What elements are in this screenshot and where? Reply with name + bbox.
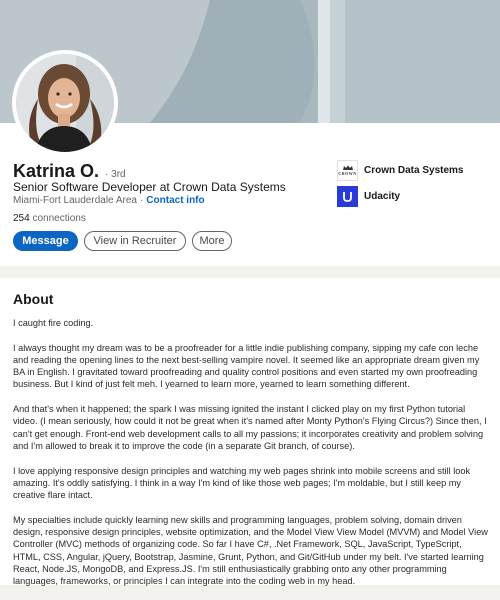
about-section xyxy=(0,278,500,585)
view-in-recruiter-button[interactable]: View in Recruiter xyxy=(84,231,186,251)
profile-top-card xyxy=(0,0,500,266)
about-paragraph: I always thought my dream was to be a proofreader for a little indie publishing company, sipping my cafe con leche and reading the opening lines to the next best-selling vampire novel. It seemed like an appropriate dream given my BA in English. I gravitated toward proofreading and quality control positions and even started my own proofreading business. But I kind of just felt meh. I yearned to learn more, yearned to learn something different. xyxy=(13,342,480,390)
connection-degree: · 3rd xyxy=(105,169,126,180)
crown-logo-text: CROWN xyxy=(338,171,357,176)
profile-location: Miami-Fort Lauderdale Area xyxy=(13,195,137,206)
company-crown-data-systems[interactable] xyxy=(337,160,463,181)
message-button[interactable]: Message xyxy=(13,231,78,251)
company-udacity[interactable] xyxy=(337,186,400,207)
udacity-logo-icon xyxy=(337,186,358,207)
connections-label: connections xyxy=(32,213,86,224)
profile-headline: Senior Software Developer at Crown Data Systems xyxy=(13,180,286,194)
company-name: Udacity xyxy=(364,191,401,202)
about-paragraph: My specialties include quickly learning new skills and programming languages, problem solving, domain driven design, responsive design principles, website optimization, and the Model View View Model (MVVM) and Model View Controller (MVC) methods of organizing code. So far I have C#, .Net Framework, SQL, JavaScript, TypeScript, HTML, CSS, Angular, jQuery, Bootstrap, Jasmine, Grunt, Python, and Git/GitHub under my belt. I've started learning React, Node.JS, MongoDB, and Express.JS. I'm still enthusiastically grabbing onto any other programming languages, frameworks, or principles I can integrate into the coding web in my head. xyxy=(13,514,488,587)
action-buttons xyxy=(13,231,232,251)
about-title: About xyxy=(13,291,54,307)
about-paragraph: And that's when it happened; the spark I was missing ignited the instant I clicked play on my first Python tutorial video. (I mean seriously, how could it not be great when it's named after Monty Python's Flying Circus?) Since then, I can't get enough. Front-end web development calls to all my passions; it incorporates creativity and problem solving and I'm allowed to break it to improve the code (in a separate Git branch, of course). xyxy=(13,404,487,451)
company-name: Crown Data Systems xyxy=(364,165,464,176)
location-row xyxy=(13,195,205,206)
avatar[interactable] xyxy=(12,50,118,156)
about-paragraph: I caught fire coding. xyxy=(13,318,94,328)
udacity-u-icon xyxy=(341,190,354,203)
more-button[interactable]: More xyxy=(192,231,232,251)
profile-photo xyxy=(16,54,114,152)
contact-info-link[interactable]: Contact info xyxy=(146,195,205,206)
connections-count[interactable] xyxy=(13,213,86,224)
about-paragraph: I love applying responsive design principles and watching my web pages shrink into mobile screens and still look amazing. It's oddly satisfying. I think in a way I'm kind of like those web pages; I'm moldable, but I still keep my creative flare intact. xyxy=(13,465,471,501)
profile-name: Katrina O. xyxy=(13,161,100,181)
connections-number: 254 xyxy=(13,213,30,224)
crown-logo-icon xyxy=(337,160,358,181)
about-text xyxy=(13,317,489,600)
separator-dot: · xyxy=(139,195,144,206)
